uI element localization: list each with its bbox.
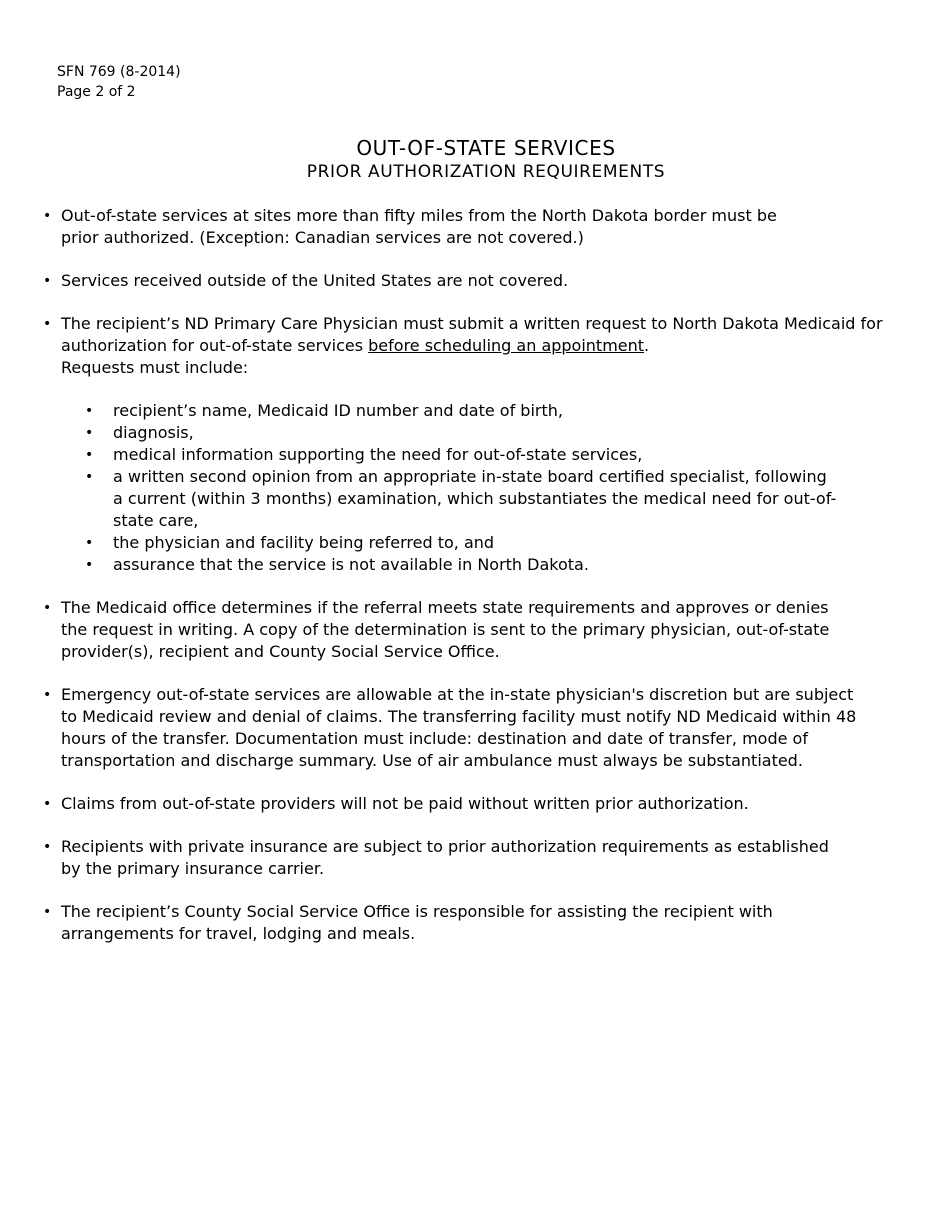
bullet-icon: • — [85, 425, 94, 441]
bullet-icon: • — [43, 904, 52, 920]
bullet-icon: • — [85, 469, 94, 485]
requirement-text: Claims from out-of-state providers will not be paid without written prior authorization. — [61, 794, 749, 813]
bullet-icon: • — [85, 403, 94, 419]
requirement-item — [43, 597, 893, 663]
requirement-item — [43, 793, 893, 815]
form-identifier — [57, 62, 181, 102]
requirement-text: Services received outside of the United States are not covered. — [61, 271, 569, 290]
form-number: SFN 769 (8-2014) — [57, 64, 181, 80]
requirement-item — [43, 313, 893, 576]
bullet-icon: • — [43, 796, 52, 812]
requirement-text: Out-of-state services at sites more than fifty miles from the North Dakota border must be prior authorized. (Exception: Canadian services are not covered.) — [61, 206, 777, 247]
bullet-icon: • — [85, 557, 94, 573]
request-text: The recipient’s ND Primary Care Physician must submit a written request to North Dakota Medicaid for authorization for out-of-state services — [61, 314, 883, 355]
bullet-icon: • — [43, 839, 52, 855]
page-title: OUT-OF-STATE SERVICES — [356, 136, 616, 160]
underlined-emphasis: before scheduling an appointment — [368, 336, 645, 355]
request-requirements-list — [61, 400, 893, 576]
list-item-text: the physician and facility being referred to, and — [113, 533, 495, 552]
requirement-text: The recipient’s County Social Service Office is responsible for assisting the recipient with arrangements for travel, lodging and meals. — [61, 902, 773, 943]
requirement-item — [43, 836, 893, 880]
requirements-list — [43, 205, 893, 966]
list-item-text: diagnosis, — [113, 423, 194, 442]
request-text-end: . — [644, 336, 650, 355]
title-block — [0, 135, 950, 183]
bullet-icon: • — [85, 535, 94, 551]
requirement-item — [43, 205, 893, 249]
bullet-icon: • — [43, 316, 52, 332]
list-item — [61, 444, 873, 466]
requirement-text — [61, 313, 893, 357]
list-item-text: a written second opinion from an appropriate in-state board certified specialist, following a current (within 3 months) examination, which substantiates the medical need for out-of-state care, — [113, 467, 837, 530]
requirement-text: Emergency out-of-state services are allowable at the in-state physician's discretion but are subject to Medicaid review and denial of claims. The transferring facility must notify ND Medicaid within 48 hours of the transfer. Documentation must include: destination and date of transfer, mode of transportation and discharge summary. Use of air ambulance must always be substantiated. — [61, 685, 857, 770]
requirement-item — [43, 270, 893, 292]
bullet-icon: • — [43, 273, 52, 289]
list-item-text: medical information supporting the need for out-of-state services, — [113, 445, 643, 464]
requirement-text: Recipients with private insurance are subject to prior authorization requirements as established by the primary insurance carrier. — [61, 837, 829, 878]
page-number: Page 2 of 2 — [57, 84, 136, 100]
requests-intro: Requests must include: — [61, 358, 249, 377]
requirement-item — [43, 901, 893, 945]
list-item — [61, 554, 873, 576]
requirement-item — [43, 684, 893, 772]
list-item — [61, 400, 873, 422]
requirement-text: The Medicaid office determines if the referral meets state requirements and approves or denies the request in writing. A copy of the determination is sent to the primary physician, out-of-state provider(s), recipient and County Social Service Office. — [61, 598, 830, 661]
list-item-text: recipient’s name, Medicaid ID number and date of birth, — [113, 401, 563, 420]
bullet-icon: • — [43, 687, 52, 703]
list-item-text: assurance that the service is not available in North Dakota. — [113, 555, 589, 574]
list-item — [61, 532, 873, 554]
bullet-icon: • — [85, 447, 94, 463]
page-subtitle: PRIOR AUTHORIZATION REQUIREMENTS — [306, 162, 666, 182]
list-item — [61, 466, 838, 532]
bullet-icon: • — [43, 208, 52, 224]
bullet-icon: • — [43, 600, 52, 616]
list-item — [61, 422, 873, 444]
